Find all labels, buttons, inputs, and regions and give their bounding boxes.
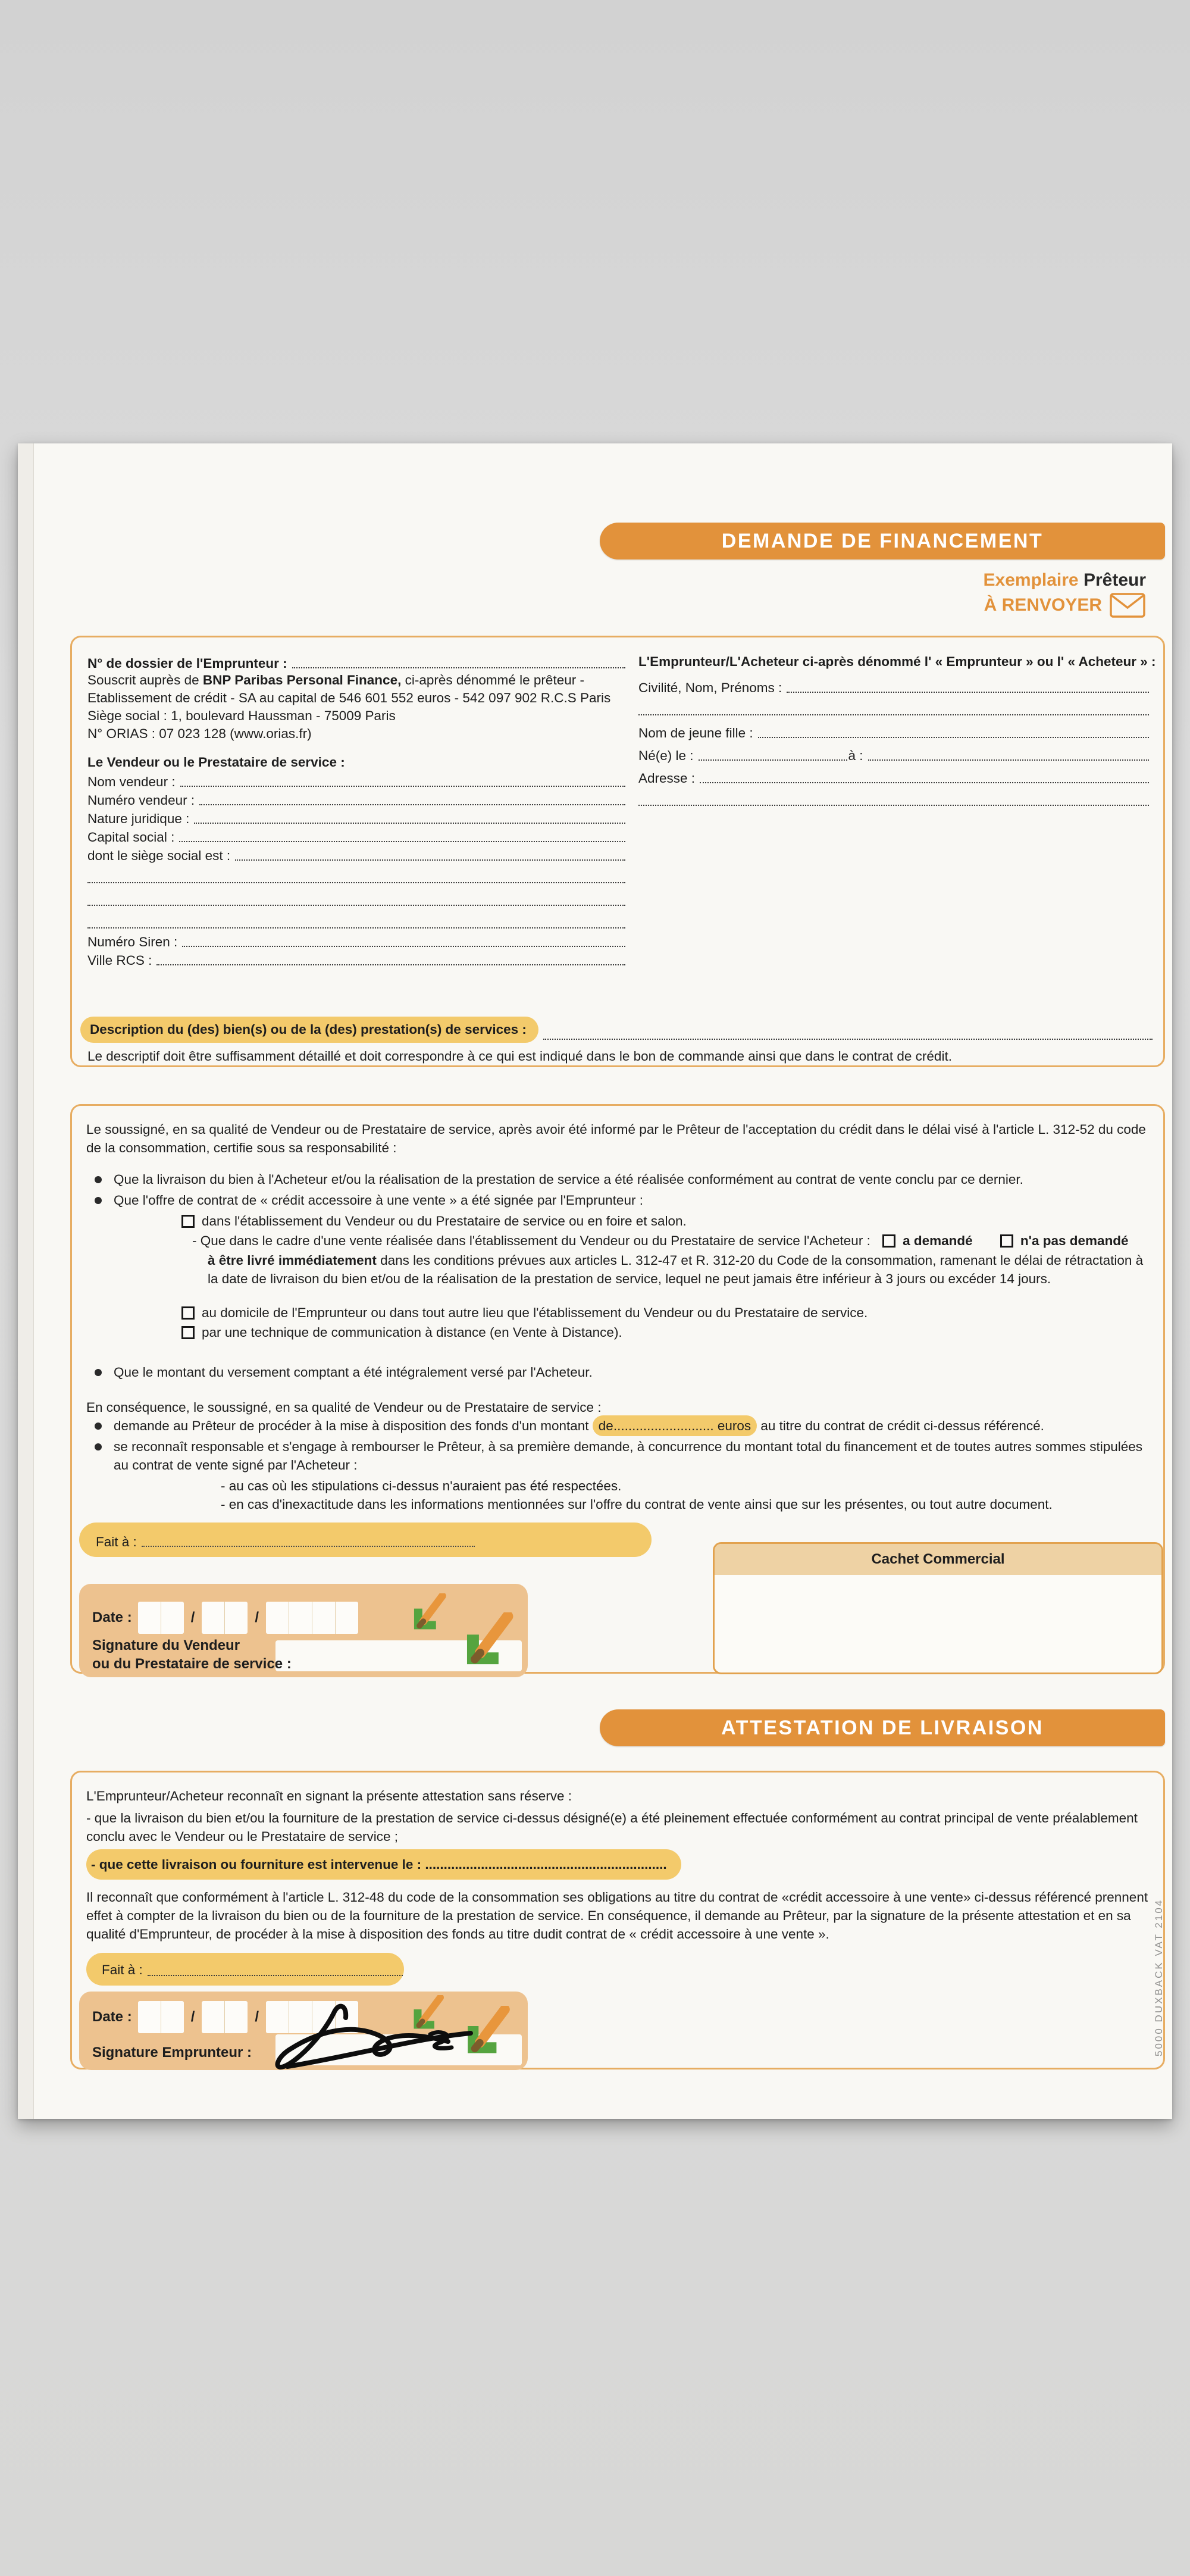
copy-line bbox=[984, 568, 1146, 592]
in-store-label: dans l'établissement du Vendeur ou du Prestataire de service ou en foire et salon. bbox=[202, 1214, 687, 1228]
fait-a-bar-vendor bbox=[79, 1523, 652, 1557]
cachet-commercial-title: Cachet Commercial bbox=[715, 1544, 1161, 1575]
lender-line-4: N° ORIAS : 07 023 128 (www.orias.fr) bbox=[87, 726, 312, 741]
vendor-name-label: Nom vendeur : bbox=[87, 774, 176, 789]
signed-remote-option bbox=[181, 1323, 1150, 1342]
date-separator: / bbox=[255, 1609, 259, 1625]
signed-at-home-option bbox=[181, 1303, 1150, 1322]
date-label: Date : bbox=[92, 1609, 132, 1625]
vendor-number-row bbox=[87, 790, 627, 808]
cachet-commercial-box bbox=[713, 1542, 1163, 1674]
vendor-capital-label: Capital social : bbox=[87, 830, 175, 845]
return-label: À RENVOYER bbox=[984, 595, 1102, 615]
borrower-civility-label: Civilité, Nom, Prénoms : bbox=[638, 680, 782, 695]
section-banner-livraison bbox=[600, 1709, 1165, 1746]
remote-checkbox[interactable] bbox=[181, 1326, 195, 1339]
vendor-title: Le Vendeur ou le Prestataire de service : bbox=[87, 755, 345, 770]
bullet-2-text: Que l'offre de contrat de « crédit accessoire à une vente » a été signée par l'Emprunteur : bbox=[114, 1193, 643, 1208]
banner-title: ATTESTATION DE LIVRAISON bbox=[721, 1716, 1044, 1739]
description-label: Description du (des) bien(s) ou de la (des) prestation(s) de services : bbox=[80, 1017, 538, 1043]
borrower-born-at-label: à : bbox=[848, 748, 863, 763]
date-separator: / bbox=[255, 2009, 259, 2025]
not-asked-label: n'a pas demandé bbox=[1020, 1233, 1129, 1248]
lender-line1-post: ci-après dénommé le prêteur - bbox=[401, 673, 584, 687]
vendor-extra-row-2 bbox=[87, 890, 627, 909]
borrower-civility-field-2[interactable] bbox=[638, 714, 1149, 715]
vendor-legal-row bbox=[87, 808, 627, 827]
envelope-icon bbox=[1109, 592, 1146, 618]
asked-checkbox[interactable] bbox=[882, 1234, 895, 1248]
consequence-dash-1: - au cas où les stipulations ci-dessus n'auraient pas été respectées. bbox=[221, 1478, 622, 1493]
not-asked-checkbox[interactable] bbox=[1000, 1234, 1013, 1248]
borrower-civility-row bbox=[638, 677, 1150, 696]
amount-post: au titre du contrat de crédit ci-dessus référencé. bbox=[757, 1418, 1044, 1433]
vendor-signature-label-2: ou du Prestataire de service : bbox=[92, 1656, 292, 1672]
vendor-name-field[interactable] bbox=[180, 786, 625, 787]
vendor-capital-field[interactable] bbox=[179, 841, 625, 842]
copy-tag bbox=[984, 568, 1146, 618]
amount-field[interactable]: de........................... euros bbox=[593, 1415, 757, 1436]
amount-pre: demande au Prêteur de procéder à la mise à disposition des fonds d'un montant bbox=[114, 1418, 593, 1433]
sign-here-icon bbox=[410, 1593, 448, 1630]
vendor-certification-box bbox=[70, 1104, 1165, 1674]
fait-a-field[interactable] bbox=[148, 1975, 403, 1976]
vendor-rcs-row bbox=[87, 950, 627, 968]
vendor-date-row bbox=[92, 1602, 364, 1634]
consequence-bullet-1 bbox=[86, 1417, 1150, 1435]
bullet-icon bbox=[95, 1423, 102, 1430]
certification-intro: Le soussigné, en sa qualité de Vendeur ou de Prestataire de service, après avoir été informé par le Prêteur de l'acceptation du crédit dans le délai visé à l'article L. 312-52 du code de la consommation, certifie sous sa responsabilité : bbox=[86, 1122, 1146, 1155]
fait-a-field[interactable] bbox=[142, 1546, 475, 1547]
bullet-1-text: Que la livraison du bien à l'Acheteur et/ou la réalisation de la prestation de service a été réalisée conformément au contrat de vente conclu par ce dernier. bbox=[114, 1172, 1023, 1187]
consequence-1-text bbox=[114, 1417, 1044, 1435]
certification-bullet-2 bbox=[86, 1191, 1150, 1209]
sub-clause-text: - Que dans le cadre d'une vente réalisée dans l'établissement du Vendeur ou du Prestataire de service l'Acheteur : bbox=[192, 1233, 870, 1248]
vendor-rcs-label: Ville RCS : bbox=[87, 953, 152, 968]
vendor-name-row bbox=[87, 771, 627, 790]
bullet-icon bbox=[95, 1443, 102, 1450]
lender-vendor-column bbox=[87, 653, 627, 968]
fait-a-bar-borrower bbox=[86, 1953, 404, 1986]
immediate-delivery-clause bbox=[208, 1251, 1150, 1288]
certification-text bbox=[86, 1120, 1150, 1514]
form-page bbox=[18, 443, 1172, 2119]
immediate-delivery-bold: à être livré immédiatement bbox=[208, 1253, 377, 1268]
dossier-number-label: N° de dossier de l'Emprunteur : bbox=[87, 656, 287, 671]
borrower-born-label: Né(e) le : bbox=[638, 748, 694, 763]
borrower-column bbox=[638, 653, 1156, 809]
vendor-extra-field-3[interactable] bbox=[87, 927, 625, 929]
borrower-address-field-2[interactable] bbox=[638, 805, 1149, 806]
signed-in-store-option bbox=[181, 1212, 1150, 1230]
borrower-address-row bbox=[638, 768, 1150, 786]
date-month-cells[interactable] bbox=[202, 1602, 248, 1634]
bullet-icon bbox=[95, 1197, 102, 1204]
bullet-icon bbox=[95, 1369, 102, 1376]
in-store-checkbox[interactable] bbox=[181, 1215, 195, 1228]
borrower-signature-label: Signature Emprunteur : bbox=[92, 2044, 252, 2061]
borrower-address-row-2 bbox=[638, 790, 1150, 809]
at-home-label: au domicile de l'Emprunteur ou dans tout autre lieu que l'établissement du Vendeur ou du Prestataire de service. bbox=[202, 1305, 868, 1320]
dossier-number-field[interactable] bbox=[292, 667, 625, 668]
borrower-birthdate-field[interactable] bbox=[699, 759, 847, 761]
certification-bullet-1 bbox=[86, 1170, 1150, 1189]
vendor-signature-box bbox=[79, 1584, 528, 1677]
vendor-extra-row-3 bbox=[87, 913, 627, 931]
borrower-civility-field[interactable] bbox=[787, 692, 1149, 693]
attestation-text bbox=[86, 1787, 1150, 1986]
certification-bullet-3 bbox=[86, 1363, 1150, 1381]
lender-line-2: Etablissement de crédit - SA au capital de 546 601 552 euros - 542 097 902 R.C.S Paris bbox=[87, 690, 611, 705]
section-banner-financement bbox=[600, 523, 1165, 559]
date-day-cells[interactable] bbox=[138, 1602, 184, 1634]
vendor-signature-label bbox=[92, 1636, 292, 1673]
vendor-rcs-field[interactable] bbox=[156, 964, 625, 965]
borrower-maiden-field[interactable] bbox=[758, 737, 1149, 738]
vendor-extra-field-1[interactable] bbox=[87, 882, 625, 883]
delivery-date-field[interactable]: - que cette livraison ou fourniture est intervenue le : ................................................................. bbox=[86, 1849, 681, 1880]
description-section bbox=[80, 1017, 1154, 1064]
immediate-delivery-rest: dans les conditions prévues aux articles L. 312-47 et R. 312-20 du Code de la consommation, ramenant le délai de rétractation à la date de livraison du bien et/ou de la réalisation de la prestation de service, lequel ne peut jamais être inférieur à 3 jours ou excéder 14 jours. bbox=[208, 1253, 1144, 1286]
remote-label: par une technique de communication à distance (en Vente à Distance). bbox=[202, 1325, 622, 1340]
vendor-signature-label-1: Signature du Vendeur bbox=[92, 1637, 240, 1653]
fait-a-label: Fait à : bbox=[102, 1962, 143, 1977]
vendor-extra-row-1 bbox=[87, 868, 627, 886]
borrower-maiden-label: Nom de jeune fille : bbox=[638, 726, 753, 740]
lender-line-3: Siège social : 1, boulevard Haussman - 75009 Paris bbox=[87, 708, 396, 723]
consequence-dash-2: - en cas d'inexactitude dans les informations mentionnées sur l'offre du contrat de vente ainsi que sur les présentes, ou tout autre document. bbox=[221, 1497, 1053, 1512]
vendor-hq-row bbox=[87, 845, 627, 864]
vendor-hq-label: dont le siège social est : bbox=[87, 848, 231, 863]
attestation-intro: L'Emprunteur/Acheteur reconnaît en signant la présente attestation sans réserve : bbox=[86, 1789, 572, 1803]
borrower-title: L'Emprunteur/L'Acheteur ci-après dénommé l' « Emprunteur » ou l' « Acheteur » : bbox=[638, 654, 1156, 669]
attestation-item-1: - que la livraison du bien et/ou la fourniture de la prestation de service ci-dessus désigné(e) a été pleinement effectuée conformément au contrat principal de vente préalablement conclu avec le Vendeur ou le Prestataire de service ; bbox=[86, 1811, 1138, 1844]
vendor-number-label: Numéro vendeur : bbox=[87, 793, 195, 808]
description-field[interactable] bbox=[543, 1039, 1153, 1040]
vendor-siren-row bbox=[87, 931, 627, 950]
fait-a-label: Fait à : bbox=[96, 1534, 137, 1549]
delivery-attestation-box bbox=[70, 1771, 1165, 2069]
date-separator: / bbox=[190, 2009, 195, 2025]
handwritten-signature bbox=[252, 2000, 513, 2077]
vendor-number-field[interactable] bbox=[199, 804, 625, 805]
consequence-intro: En conséquence, le soussigné, en sa qualité de Vendeur ou de Prestataire de service : bbox=[86, 1400, 602, 1415]
sign-here-icon bbox=[461, 1612, 516, 1666]
asked-label: a demandé bbox=[903, 1233, 973, 1248]
date-year-cells[interactable] bbox=[266, 1602, 358, 1634]
borrower-civility-row-2 bbox=[638, 700, 1150, 718]
vendor-legal-field[interactable] bbox=[194, 823, 625, 824]
identification-box bbox=[70, 636, 1165, 1067]
in-store-sub-clause bbox=[192, 1231, 1150, 1250]
date-separator: / bbox=[190, 1609, 195, 1625]
date-label: Date : bbox=[92, 2009, 132, 2025]
dossier-number-row bbox=[87, 653, 627, 671]
bullet-3-text: Que le montant du versement comptant a été intégralement versé par l'Acheteur. bbox=[114, 1365, 593, 1380]
vendor-legal-label: Nature juridique : bbox=[87, 811, 190, 826]
borrower-signature-box bbox=[79, 1992, 528, 2070]
date-day-cells[interactable] bbox=[138, 2001, 184, 2033]
description-note: Le descriptif doit être suffisamment détaillé et doit correspondre à ce qui est indiqué dans le bon de commande ainsi que dans le contrat de crédit. bbox=[87, 1049, 952, 1064]
attestation-paragraph: Il reconnaît que conformément à l'article L. 312-48 du code de la consommation ses obligations au titre du contrat de «crédit accessoire à une vente» ci-dessus référencé prennent effet à compter de la livraison du bien ou de la fourniture de la prestation de service. En conséquence, il demande au Prêteur, par la signature de la présente attestation et en sa qualité d'Emprunteur, de procéder à la mise à disposition des fonds au titre dudit contrat de « crédit accessoire à une vente ». bbox=[86, 1890, 1148, 1942]
borrower-birthplace-field[interactable] bbox=[868, 759, 1149, 761]
borrower-birth-row bbox=[638, 745, 1150, 764]
copy-exemplaire-label: Exemplaire bbox=[983, 570, 1079, 590]
date-month-cells[interactable] bbox=[202, 2001, 248, 2033]
lender-brand: BNP Paribas Personal Finance, bbox=[202, 673, 402, 687]
vendor-hq-field[interactable] bbox=[235, 859, 625, 861]
lender-line-1 bbox=[87, 671, 627, 689]
consequence-bullet-2 bbox=[86, 1437, 1150, 1474]
vendor-capital-row bbox=[87, 827, 627, 845]
cachet-commercial-area[interactable] bbox=[715, 1575, 1161, 1674]
bullet-icon bbox=[95, 1176, 102, 1183]
vendor-siren-label: Numéro Siren : bbox=[87, 934, 178, 949]
borrower-address-field[interactable] bbox=[700, 782, 1149, 783]
at-home-checkbox[interactable] bbox=[181, 1306, 195, 1320]
page-edge bbox=[18, 443, 34, 2119]
print-reference-code: 5000 DUXBACK VAT 2104 bbox=[1153, 1898, 1164, 2056]
borrower-address-label: Adresse : bbox=[638, 771, 696, 786]
vendor-siren-field[interactable] bbox=[182, 946, 625, 947]
copy-holder-label: Prêteur bbox=[1083, 570, 1146, 590]
consequence-2-text: se reconnaît responsable et s'engage à rembourser le Prêteur, à sa première demande, à concurrence du montant total du financement et de toutes autres sommes stipulées au contrat de vente signé par l'Acheteur : bbox=[114, 1439, 1143, 1473]
vendor-extra-field-2[interactable] bbox=[87, 905, 625, 906]
borrower-maiden-row bbox=[638, 723, 1150, 741]
banner-title: DEMANDE DE FINANCEMENT bbox=[721, 529, 1044, 552]
lender-line1-pre: Souscrit auprès de bbox=[87, 673, 203, 687]
